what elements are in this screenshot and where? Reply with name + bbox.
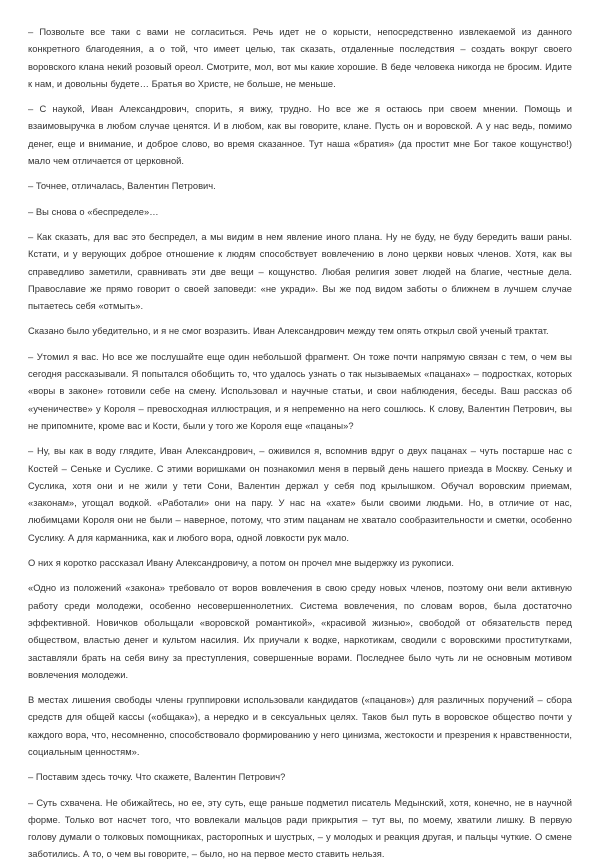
paragraph: – Точнее, отличалась, Валентин Петрович. (28, 181, 216, 192)
paragraph: – Утомил я вас. Но все же послушайте еще один небольшой фрагмент. Он тоже почти напрямую связан с тем, о чем вы сегодня рассказывали. Я попытался обобщить то, что удалось узнать о так нызываемых «пацанах» – подростках, которых «воры в законе» готовили себе на смену. Использовал и научные статьи, и свои наблюдения, беседы. Ваш рассказ об «ученичестве» у Короля – превосходная иллюстрация, и я непременно на него сошлюсь. К слову, Валентин Петрович, вы не припомните, кроме вас и Кости, были у того же Короля еще «пацаны»? (28, 351, 572, 431)
paragraph: – С наукой, Иван Александрович, спорить, я вижу, трудно. Но все же я остаюсь при своем мнении. Помощь и взаимовыручка в любом случае ценятся. И в любом, как вы говорите, клане. Пусть он и воровской. А у нас ведь, помимо денег, еще и внимание, и доброе слово, во время сказанное. Тут наша «братия» (да простит мне Бог такое кощунство!) мало чем отличается от церковной. (28, 104, 572, 167)
paragraph: – Вы снова о «беспределе»… (28, 206, 159, 217)
paragraph: – Суть схвачена. Не обижайтесь, но ее, эту суть, еще раньше подметил писатель Медынский, хотя, конечно, не в научной форме. Только вот насчет того, что вовлекали мальцов ради прикрытия – тут вы, по моему, хватили лишку. В первую голову думали о толковых помощниках, расторопных и шустрых, – у молодых и реакция другая, и пальцы чуткие. О смене заботились. А то, о чем вы говорите, – было, но на первое место ставить нельзя. (28, 797, 572, 860)
paragraph: – Поставим здесь точку. Что скажете, Валентин Петрович? (28, 772, 286, 783)
paragraph: В местах лишения свободы члены группировки использовали кандидатов («пацанов») для различных поручений – сбора средств для общей кассы («общака»), а нередко и в сексуальных целях. Таков был путь в воровское общество почти у каждого вора, что, несомненно, способствовало формированию у него цинизма, жестокости и презрения к нравственности, социальным ценностям». (28, 695, 572, 757)
paragraph: «Одно из положений «закона» требовало от воров вовлечения в свою среду новых членов, поэтому они вели активную работу среди молодежи, особенно несовершеннолетних. Система вовлечения, по словам воров, была достаточно эффективной. Новичков обольщали «воровской романтикой», «красивой жизнью», свободой от обязательств перед обществом, властью денег и культом насилия. Их приучали к водке, наркотикам, сводили с воровскими проститутками, заставляли брать на себя вину за преступления, совершенные ворами. Последнее было чуть ли не основным мотивом вовлечения молодежи. (28, 583, 572, 680)
paragraph: – Позвольте все таки с вами не согласиться. Речь идет не о корысти, непосредственно извлекаемой из данного конкретного благодеяния, а о той, что имеет целью, так сказать, отдаленные последствия – создать вокруг своего воровского клана некий розовый ореол. Смотрите, мол, вот мы какие хорошие. В беде человека никогда не бросим. Идите к нам, и довольны будете… Братья во Христе, не больше, не меньше. (28, 27, 572, 89)
paragraph: Сказано было убедительно, и я не смог возразить. Иван Александрович между тем опять открыл свой ученый трактат. (28, 326, 549, 337)
paragraph: О них я коротко рассказал Ивану Александровичу, а потом он прочел мне выдержку из рукописи. (28, 558, 454, 569)
paragraph: – Ну, вы как в воду глядите, Иван Александрович, – оживился я, вспомнив вдруг о двух пацанах – чуть постарше нас с Костей – Сеньке и Суслике. С этими воришками он познакомил меня в первый день нашего приезда в Москву. Сеньку и Суслика, хотя они и не жили у тети Сони, Валентин держал у себя под крылышком. Обучал воровским приемам, «законам», угощал водкой. «Работали» они на пару. У нас на «хате» были своими людьми. Но, в отличие от нас, любимцами Короля они не были – наверное, потому, что этим пацанам не хватало сообразительности и сметки, особенно Суслику. А для карманника, как и любого вора, одной ловкости рук мало. (28, 446, 572, 543)
document-body (28, 24, 572, 864)
paragraph: – Как сказать, для вас это беспредел, а мы видим в нем явление иного плана. Ну не буду, не буду бередить ваши раны. Кстати, и у верующих доброе отношение к людям способствует вовлечению в лоно церкви новых членов. Хотя, как вы справедливо заметили, сравнивать эти две вещи – кощунство. Любая религия зовет людей на благие, честные дела. Православие же прямо говорит о своей заповеди: «не укради». Вы же под видом заботы о ближнем в лучшем случае пытаетесь себя «отмыть». (28, 231, 572, 312)
